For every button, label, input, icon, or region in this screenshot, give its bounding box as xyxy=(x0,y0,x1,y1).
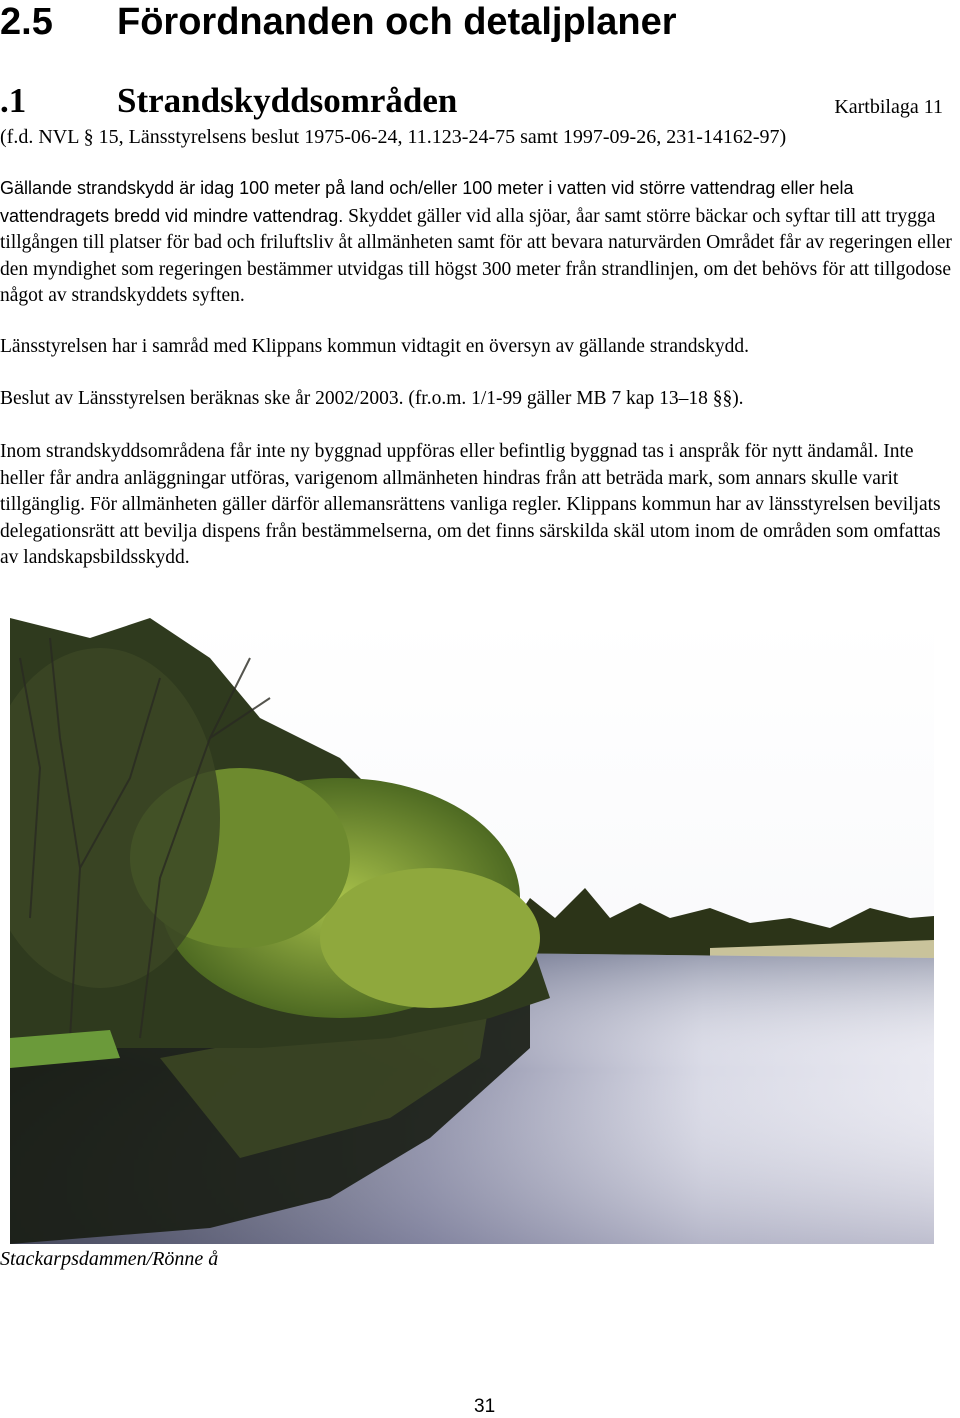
landscape-photo xyxy=(10,618,934,1244)
chapter-title: Förordnanden och detaljplaner xyxy=(117,1,677,43)
chapter-number: 2.5 xyxy=(0,1,53,43)
map-reference: Kartbilaga 11 xyxy=(834,96,943,118)
paragraph-strandskydd xyxy=(0,175,958,310)
lake-photo-illustration xyxy=(10,618,934,1244)
paragraph-oversyn: Länsstyrelsen har i samråd med Klippans kommun vidtagit en översyn av gällande strandskydd. xyxy=(0,336,749,357)
paragraph-beslut: Beslut av Länsstyrelsen beräknas ske år 2002/2003. (fr.o.m. 1/1-99 gäller MB 7 kap 13–18 §§). xyxy=(0,388,744,409)
section-title: Strandskyddsområden xyxy=(117,81,458,120)
paragraph-strandskydd-body: Skyddet gäller vid alla sjöar, åar samt större bäckar och syftar till att trygga tillgången till platser för bad och friluftsliv åt allmänheten samt för att bevara naturvärden Området får av regeringen eller den myndighet som regeringen bestämmer utvidgas till högst 300 meter från strandlinjen, om det behövs för att tillgodose något av strandskyddets syften. xyxy=(0,205,952,306)
page-number: 31 xyxy=(474,1396,496,1417)
chapter-heading xyxy=(0,0,677,44)
paragraph-regler: Inom strandskyddsområdena får inte ny byggnad uppföras eller befintlig byggnad tas i anspråk för nytt ändamål. Inte heller får andra anläggningar utföras, varigenom allmänheten hindras från att beträda mark, som annars skulle varit tillgänglig. För allmänheten gäller därför allemansrättens vanliga regler. Klippans kommun har av länsstyrelsen beviljats delegationsrätt att bevilja dispens från bestämmelserna, om det finns särskilda skäl utom inom de områden som omfattas av landskapsbildsskydd. xyxy=(0,441,941,568)
section-heading xyxy=(0,80,457,122)
paragraph-strandskydd-intro: Gällande strandskydd är idag 100 meter på land och/eller 100 meter i vatten vid större vattendrag eller hela vattendragets bredd vid mindre vattendrag. xyxy=(0,178,854,226)
section-number: .1 xyxy=(0,81,27,120)
legal-reference: (f.d. NVL § 15, Länsstyrelsens beslut 1975-06-24, 11.123-24-75 samt 1997-09-26, 231-14162-97) xyxy=(0,126,787,148)
photo-caption: Stackarpsdammen/Rönne å xyxy=(0,1248,219,1270)
